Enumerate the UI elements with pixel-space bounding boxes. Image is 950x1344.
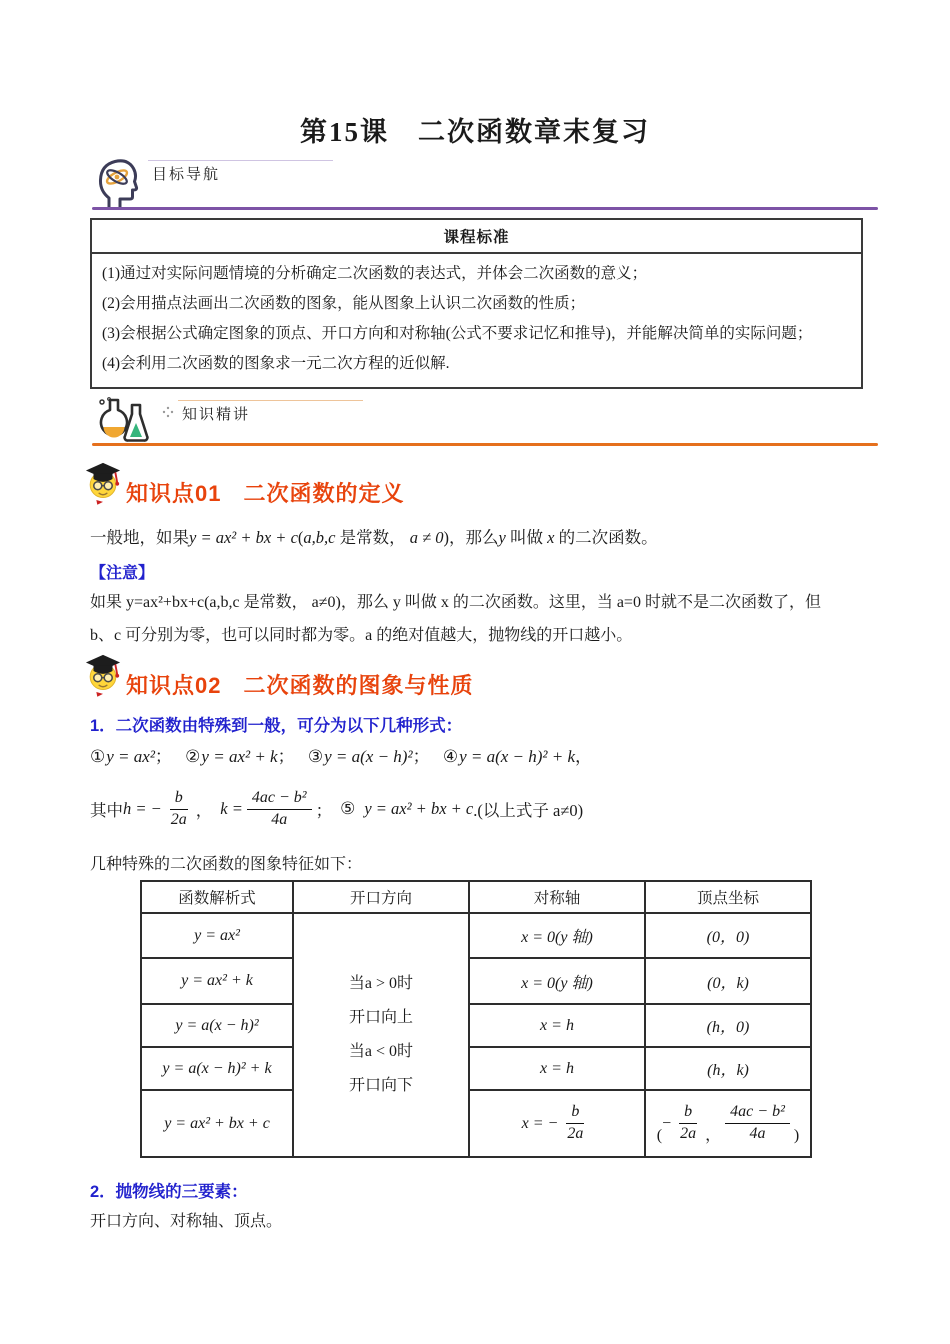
separator: ；	[412, 747, 430, 766]
kp02-heading-text	[126, 669, 474, 700]
kp01-heading	[84, 454, 405, 511]
separator: ；	[154, 747, 172, 766]
axis-cell: x = h	[469, 1004, 645, 1047]
fraction-denominator: 2a	[680, 1125, 697, 1142]
knowledge-banner-text: 知识精讲	[182, 407, 251, 423]
table-row	[141, 958, 811, 1004]
hk-prefix: 其中	[90, 801, 123, 820]
kp02-number: 知识点02	[126, 673, 222, 698]
circled-number: ①	[90, 747, 106, 766]
fraction-numerator: b	[679, 1102, 697, 1124]
fraction	[675, 1102, 701, 1145]
circled-number: ②	[185, 747, 201, 766]
definition-formula: x	[547, 528, 555, 547]
nav-banner	[90, 153, 878, 210]
note-label: 【注意】	[90, 565, 155, 582]
hk-formula-line	[90, 780, 583, 838]
table-row	[141, 1004, 811, 1047]
fraction-denominator: 2a	[170, 810, 187, 828]
col-header-axis: 对称轴	[469, 881, 645, 913]
separator: ，	[705, 1126, 722, 1144]
dots-decor-icon	[162, 405, 174, 423]
fraction-numerator: 4ac − b²	[247, 788, 312, 810]
definition-formula: a,b,c	[303, 528, 336, 547]
table-header-row	[141, 881, 811, 913]
definition-formula: y	[498, 528, 506, 547]
form-formula: y = a(x − h)² + k	[459, 747, 576, 766]
minus-sign: −	[662, 1114, 672, 1132]
vertex-cell: (h，0)	[645, 1004, 811, 1047]
table-intro: 几种特殊的二次函数的图象特征如下：	[90, 856, 363, 873]
orange-divider	[92, 443, 878, 446]
kp01-number: 知识点01	[126, 481, 222, 506]
fraction-denominator: 4a	[749, 1125, 766, 1142]
fraction-denominator: 4a	[271, 810, 288, 828]
separator: ，	[575, 747, 593, 766]
circled-number: ⑤	[340, 799, 356, 818]
point2-heading: 2．抛物线的三要素：	[90, 1183, 248, 1201]
form5-suffix: .(以上式子 a≠0)	[473, 801, 584, 820]
col-header-formula: 函数解析式	[141, 881, 293, 913]
forms-line	[90, 742, 880, 767]
fraction-numerator: b	[566, 1102, 584, 1124]
note-line: b、c 可分别为零，也可以同时都为零。a 的绝对值越大，抛物线的开口越小。	[90, 627, 633, 644]
scholar-icon	[84, 454, 122, 511]
nav-banner-label	[152, 163, 220, 184]
nav-banner-text: 目标导航	[152, 167, 221, 183]
definition-segment: 一般地，如果	[90, 528, 189, 547]
table-row	[141, 1090, 811, 1157]
formula-cell: y = a(x − h)²	[141, 1004, 293, 1047]
table-row	[141, 1047, 811, 1090]
standards-header: 课程标准	[92, 220, 861, 254]
definition-text	[90, 524, 880, 548]
point1-heading: 1．二次函数由特殊到一般，可分为以下几种形式：	[90, 717, 463, 735]
kp01-title: 二次函数的定义	[243, 481, 405, 506]
kp01-heading-text	[126, 477, 405, 508]
purple-divider	[92, 207, 878, 210]
fraction	[247, 788, 312, 831]
axis-cell: x = h	[469, 1047, 645, 1090]
form-formula: y = ax²	[106, 747, 155, 766]
formula-cell: y = ax² + bx + c	[141, 1090, 293, 1157]
form5-formula: y = ax² + bx + c	[364, 799, 474, 818]
standards-item: (1)通过对实际问题情境的分析确定二次函数的表达式，并体会二次函数的意义；	[102, 265, 648, 282]
definition-formula: y = ax² + bx + c	[189, 528, 298, 547]
standards-item: (2)会用描点法画出二次函数的图象，能从图象上认识二次函数的性质；	[102, 295, 586, 312]
vertex-cell: (0，k)	[645, 958, 811, 1004]
vertex-cell	[645, 1090, 811, 1157]
direction-line: 当a > 0时	[348, 975, 414, 992]
kp02-heading	[84, 646, 474, 703]
standards-item: (4)会利用二次函数的图象求一元二次方程的近似解.	[102, 355, 450, 372]
fraction	[562, 1102, 588, 1145]
scholar-icon	[84, 646, 122, 703]
formula-cell: y = ax²	[141, 913, 293, 958]
separator: ，	[195, 801, 213, 820]
formula-cell: y = a(x − h)² + k	[141, 1047, 293, 1090]
h-formula: h = −	[123, 799, 162, 818]
form-formula: y = a(x − h)²	[324, 747, 413, 766]
circled-number: ④	[442, 747, 459, 766]
parenthesis: (	[656, 1126, 663, 1144]
definition-segment: (	[297, 528, 304, 547]
direction-cell	[293, 913, 469, 1157]
direction-line: 当a < 0时	[348, 1043, 414, 1060]
axis-cell: x = 0(y 轴)	[469, 913, 645, 958]
table-row	[141, 913, 811, 958]
label-accent-line	[178, 400, 363, 401]
axis-cell: x = 0(y 轴)	[469, 958, 645, 1004]
label-accent-line	[148, 160, 333, 161]
axis-cell	[469, 1090, 645, 1157]
kp02-title: 二次函数的图象与性质	[243, 673, 474, 698]
knowledge-banner	[90, 396, 878, 446]
fraction-denominator: 2a	[567, 1125, 584, 1142]
fraction	[725, 1102, 790, 1145]
col-header-direction: 开口方向	[293, 881, 469, 913]
definition-formula: a ≠ 0	[409, 528, 444, 547]
vertex-cell: (0，0)	[645, 913, 811, 958]
vertex-cell: (h，k)	[645, 1047, 811, 1090]
definition-segment: 的二次函数。	[554, 528, 658, 547]
circled-number: ③	[307, 747, 324, 766]
fraction-numerator: 4ac − b²	[725, 1102, 790, 1124]
col-header-vertex: 顶点坐标	[645, 881, 811, 913]
fraction-numerator: b	[170, 788, 188, 810]
formula-cell: y = ax² + k	[141, 958, 293, 1004]
page-title: 第15课 二次函数章末复习	[300, 117, 650, 147]
note-line: 如果 y=ax²+bx+c(a,b,c 是常数， a≠0)，那么 y 叫做 x 的二次函数。这里，当 a=0 时就不是二次函数了，但	[90, 594, 821, 611]
definition-segment: )，那么	[443, 528, 499, 547]
separator: ；	[315, 801, 333, 820]
direction-line: 开口向下	[348, 1077, 413, 1094]
properties-table	[140, 880, 812, 1158]
definition-segment: 叫做	[505, 528, 548, 547]
form-formula: y = ax² + k	[201, 747, 278, 766]
standards-table	[90, 218, 863, 389]
definition-segment: 是常数，	[335, 528, 410, 547]
knowledge-banner-label	[182, 403, 250, 424]
standards-body	[92, 254, 861, 387]
standards-item: (3)会根据公式确定图象的顶点、开口方向和对称轴(公式不要求记忆和推导)，并能解决简单的实际问题；	[102, 325, 813, 342]
separator: ；	[277, 747, 295, 766]
fraction	[166, 788, 192, 831]
axis-formula: x = −	[521, 1114, 559, 1132]
parenthesis: )	[793, 1126, 800, 1144]
head-brain-icon	[96, 153, 140, 214]
k-formula: k =	[220, 799, 243, 818]
point2-text: 开口方向、对称轴、顶点。	[90, 1213, 283, 1230]
direction-line: 开口向上	[348, 1009, 413, 1026]
